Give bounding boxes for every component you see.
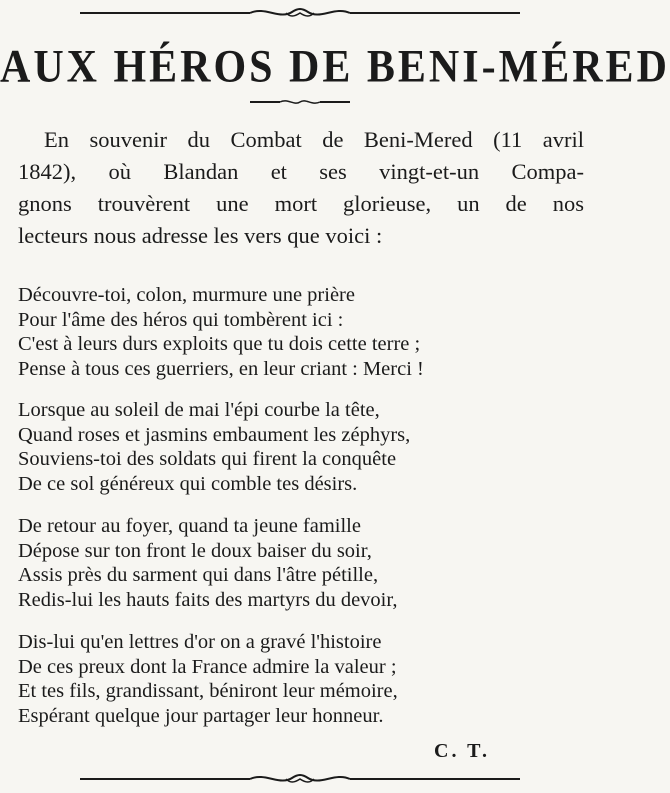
intro-line: En souvenir du Combat de Beni-Mered (11 avril (44, 127, 584, 152)
poem-verse: Et tes fils, grandissant, béniront leur mémoire, (18, 680, 398, 702)
title-underline-ornament (250, 98, 350, 106)
poem-verse: Dis-lui qu'en lettres d'or on a gravé l'histoire (18, 631, 382, 653)
poem-verse: Découvre-toi, colon, murmure une prière (18, 284, 355, 306)
poem-verse: De ces preux dont la France admire la valeur ; (18, 655, 397, 678)
poem-stanza-2 (18, 398, 588, 496)
intro-line: 1842), où Blandan et ses vingt-et-un Compa- (18, 159, 584, 184)
poem-verse: Redis-lui les hauts faits des martyrs du devoir, (18, 588, 398, 611)
poem-verse: Lorsque au soleil de mai l'épi courbe la tête, (18, 399, 380, 421)
poem-verse: C'est à leurs durs exploits que tu dois cette terre ; (18, 333, 421, 355)
poem-verse: Assis près du sarment qui dans l'âtre pétille, (18, 564, 379, 586)
poem-verse: Souviens-toi des soldats qui firent la conquête (18, 448, 397, 470)
top-ornament-rule (80, 6, 520, 20)
poem-stanza-4 (18, 630, 588, 728)
intro-paragraph (18, 124, 584, 252)
intro-line: gnons trouvèrent une mort glorieuse, un de nos (18, 191, 584, 216)
poem-verse: Pour l'âme des héros qui tombèrent ici : (18, 308, 344, 331)
author-signature: C. T. (434, 740, 490, 762)
poem-verse: De ce sol généreux qui comble tes désirs. (18, 472, 358, 495)
poem-verse: De retour au foyer, quand ta jeune famille (18, 515, 361, 537)
poem-verse: Quand roses et jasmins embaument les zéphyrs, (18, 423, 411, 446)
poem-stanza-1 (18, 283, 588, 381)
bottom-ornament-rule (80, 772, 520, 786)
poem-verse: Dépose sur ton front le doux baiser du soir, (18, 539, 372, 562)
poem-verse: Espérant quelque jour partager leur honneur. (18, 704, 384, 727)
poem-verse: Pense à tous ces guerriers, en leur criant : Merci ! (18, 357, 424, 380)
intro-line: lecteurs nous adresse les vers que voici : (18, 223, 383, 248)
page-title: AUX HÉROS DE BENI-MÉRED (0, 41, 670, 93)
poem-stanza-3 (18, 514, 588, 612)
